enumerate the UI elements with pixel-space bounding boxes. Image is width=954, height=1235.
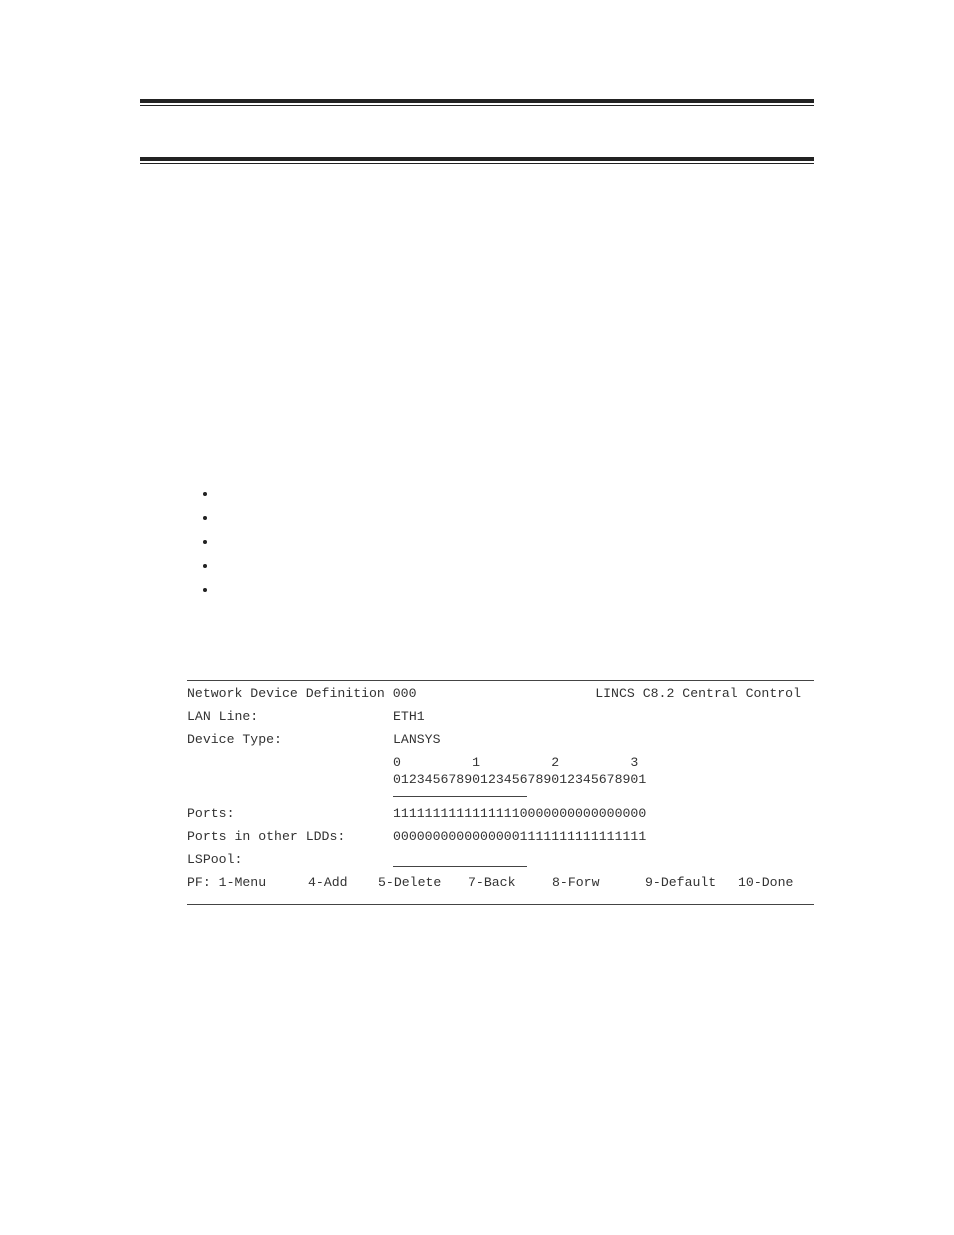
rule-thin-line [140, 105, 814, 106]
ports-label: Ports: [187, 806, 235, 821]
bullet-icon [203, 516, 207, 520]
pf-back-key[interactable]: 7-Back [468, 875, 516, 890]
pf-done-key[interactable]: 10-Done [738, 875, 794, 890]
lan-line-value[interactable]: ETH1 [393, 709, 425, 724]
lan-line-label: LAN Line: [187, 709, 259, 724]
bullet-icon [203, 588, 207, 592]
pf-key-bar [187, 875, 807, 891]
system-name: LINCS C8.2 Central Control [595, 686, 801, 701]
rule-thin-line [140, 163, 814, 164]
screen-title: Network Device Definition 000 [187, 686, 417, 701]
pf-add-key[interactable]: 4-Add [308, 875, 348, 890]
other-ldds-label: Ports in other LDDs: [187, 829, 346, 844]
bullet-icon [203, 492, 207, 496]
lspool-input[interactable] [393, 866, 527, 867]
header-rule-bottom [140, 157, 814, 165]
lspool-label: LSPool: [187, 852, 243, 867]
pf-delete-key[interactable]: 5-Delete [378, 875, 442, 890]
header-rule-top [140, 99, 814, 107]
port-ruler-tens: 0 1 2 3 [393, 755, 639, 770]
bullet-icon [203, 540, 207, 544]
device-type-label: Device Type: [187, 732, 282, 747]
pf-menu-key[interactable]: PF: 1-Menu [187, 875, 267, 890]
ruler-underline [393, 796, 527, 797]
ports-value[interactable]: 11111111111111110000000000000000 [393, 806, 647, 821]
rule-thick-line [140, 157, 814, 161]
device-type-value[interactable]: LANSYS [393, 732, 441, 747]
port-ruler-units: 01234567890123456789012345678901 [393, 772, 647, 787]
bullet-icon [203, 564, 207, 568]
pf-forw-key[interactable]: 8-Forw [552, 875, 600, 890]
rule-thick-line [140, 99, 814, 103]
network-device-definition-screen [187, 680, 814, 905]
other-ldds-value: 00000000000000001111111111111111 [393, 829, 647, 844]
pf-default-key[interactable]: 9-Default [645, 875, 717, 890]
